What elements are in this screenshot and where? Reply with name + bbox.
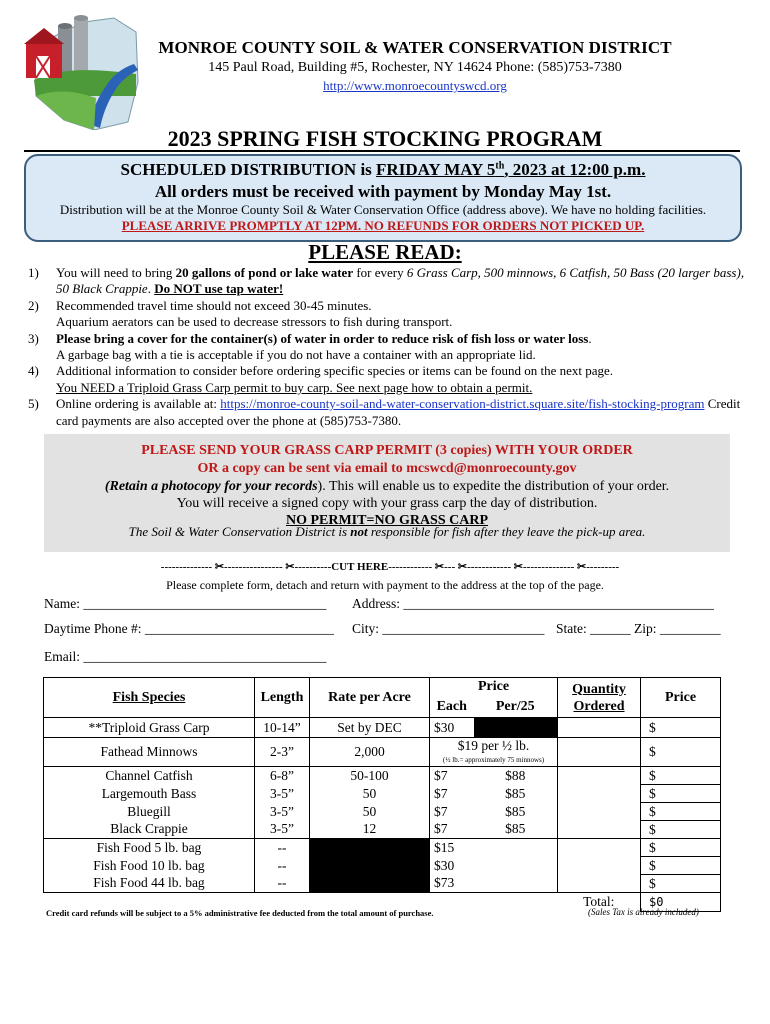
responsibility-notice: The Soil & Water Conservation District is not responsible for fish after they leave the pick-up area.	[128, 524, 646, 539]
table-row: Largemouth Bass 3-5” 50 $7 $85 $	[44, 785, 721, 803]
permit-line-4: You will receive a signed copy with your grass carp the day of distribution.	[176, 496, 598, 511]
quantity-input[interactable]	[558, 718, 641, 738]
table-row: Fish Food 5 lb. bag -- $15 $	[44, 839, 721, 857]
table-row: Fathead Minnows 2-3” 2,000 $19 per ½ lb. $	[44, 738, 721, 755]
quantity-input[interactable]	[558, 857, 641, 875]
quantity-input[interactable]	[558, 767, 641, 785]
arrival-warning: PLEASE ARRIVE PROMPTLY AT 12PM. NO REFUNDS FOR ORDERS NOT PICKED UP.	[121, 218, 645, 233]
col-quantity: Quantity Ordered	[558, 678, 641, 718]
quantity-input[interactable]	[558, 875, 641, 893]
form-instructions: Please complete form, detach and return with payment to the address at the top of the page.	[166, 578, 604, 592]
blacked-out-cell	[474, 718, 558, 738]
permit-line-2: OR a copy can be sent via email to mcswcd@monroecounty.gov	[197, 461, 577, 476]
col-rate: Rate per Acre	[310, 678, 430, 718]
title-rule	[24, 150, 740, 152]
org-name: MONROE COUNTY SOIL & WATER CONSERVATION DISTRICT	[158, 38, 672, 57]
state-field[interactable]: State: ______	[556, 621, 631, 636]
please-read-heading: PLEASE READ:	[308, 240, 462, 264]
sales-tax-note: (Sales Tax is already included)	[588, 907, 699, 917]
list-item: 5) Online ordering is available at: https://monroe-county-soil-and-water-conservation-district.square.site/fish-stocking-program Credit card payments are also accepted over the phone at (585)753-7380.	[28, 396, 741, 428]
schedule-line: SCHEDULED DISTRIBUTION is FRIDAY MAY 5th, 2023 at 12:00 p.m.	[120, 160, 646, 179]
table-row: Fish Food 10 lb. bag -- $30 $	[44, 857, 721, 875]
col-price-per25: Per/25	[495, 698, 535, 714]
distribution-location: Distribution will be at the Monroe County Soil & Water Conservation Office (address above). We have no holding facilities.	[59, 202, 707, 217]
col-price-each: Each	[430, 697, 474, 718]
list-item: 4) Additional information to consider before ordering specific species or items can be found on the next page. You NEED a Triploid Grass Carp permit to buy carp. See next page how to obtain a permit.	[28, 363, 614, 395]
permit-line-3: (Retain a photocopy for your records). This will enable us to expedite the distribution of your order.	[104, 479, 670, 494]
online-order-link[interactable]: https://monroe-county-soil-and-water-conservation-district.square.site/fish-stocking-program	[220, 396, 705, 412]
table-row: Black Crappie 3-5” 12 $7 $85 $	[44, 821, 721, 839]
name-field[interactable]: Name: ____________________________________	[44, 596, 327, 611]
email-field[interactable]: Email: ____________________________________	[44, 649, 327, 664]
quantity-input[interactable]	[558, 839, 641, 857]
col-price: Price	[430, 678, 558, 697]
instructions-list	[28, 265, 748, 429]
no-permit-notice: NO PERMIT=NO GRASS CARP	[285, 513, 489, 528]
total-label: Total:	[583, 894, 615, 910]
city-field[interactable]: City: ________________________	[352, 621, 545, 636]
total-value: $0	[641, 893, 721, 912]
cut-line: -------------- ✂---------------- ✂----------CUT HERE------------ ✂--- ✂------------ ✂-------------- ✂---------	[160, 561, 620, 573]
table-row: Channel Catfish 6-8” 50-100 $7 $88 $	[44, 767, 721, 785]
col-fish-species: Fish Species	[112, 689, 186, 705]
quantity-input[interactable]	[558, 785, 641, 803]
address-field[interactable]: Address: ______________________________________________	[352, 596, 714, 611]
order-deadline: All orders must be received with payment by Monday May 1st.	[154, 182, 612, 201]
quantity-input[interactable]	[558, 821, 641, 839]
phone-field[interactable]: Daytime Phone #: ____________________________	[44, 621, 334, 636]
table-row: Fish Food 44 lb. bag -- $73 $	[44, 875, 721, 893]
org-website-link[interactable]: http://www.monroecountyswcd.org	[323, 78, 507, 93]
col-total-price: Price	[641, 678, 721, 718]
permit-line-1: PLEASE SEND YOUR GRASS CARP PERMIT (3 copies) WITH YOUR ORDER	[141, 443, 633, 458]
quantity-input[interactable]	[558, 738, 641, 767]
blacked-out-cell	[310, 839, 430, 893]
quantity-input[interactable]	[558, 803, 641, 821]
credit-refund-note: Credit card refunds will be subject to a 5% administrative fee deducted from the total amount of purchase.	[46, 908, 434, 918]
col-length: Length	[255, 678, 310, 718]
order-table: Fish Species Length Rate per Acre Price Quantity Ordered Price Each Per/25 **Triploid Grass Carp 10-14” Set by DEC $30 $ Fathead Minnows 2-3” 2,000 $19 per ½ lb. $ (½ lb.= approximately 75 minnows) Channel Catfish 6-8” 50-100 $7 $88 $ Largemouth Bass 3-5” 50 $7 $85 $ Bluegill 3-5” 50 $7 $85 $ Black Crappie 3-5” 12 $7 $85 $ Fish Food 5 lb. bag -- $15 $ Fish Food 10 lb. bag -- $30 $ Fish Food 44 lb. bag -- $73 $ Total: $0	[43, 677, 721, 912]
district-logo	[24, 12, 144, 130]
table-row: Bluegill 3-5” 50 $7 $85 $	[44, 803, 721, 821]
org-address: 145 Paul Road, Building #5, Rochester, NY 14624 Phone: (585)753-7380	[208, 60, 622, 75]
program-title: 2023 SPRING FISH STOCKING PROGRAM	[167, 126, 603, 151]
zip-field[interactable]: Zip: _________	[634, 621, 721, 636]
list-item: 3) Please bring a cover for the container(s) of water in order to reduce risk of fish loss or water loss. A garbage bag with a tie is acceptable if you do not have a container with an appropriate lid.	[28, 330, 592, 363]
list-item: 2) Recommended travel time should not exceed 30-45 minutes. Aquarium aerators can be used to decrease stressors to fish during transport.	[28, 297, 453, 330]
list-item: 1) You will need to bring 20 gallons of pond or lake water for every 6 Grass Carp, 500 minnows, 6 Catfish, 50 Bass (20 larger bass), 50 Black Crappie. Do NOT use tap water!	[28, 265, 745, 297]
table-row: **Triploid Grass Carp 10-14” Set by DEC $30 $	[44, 718, 721, 738]
